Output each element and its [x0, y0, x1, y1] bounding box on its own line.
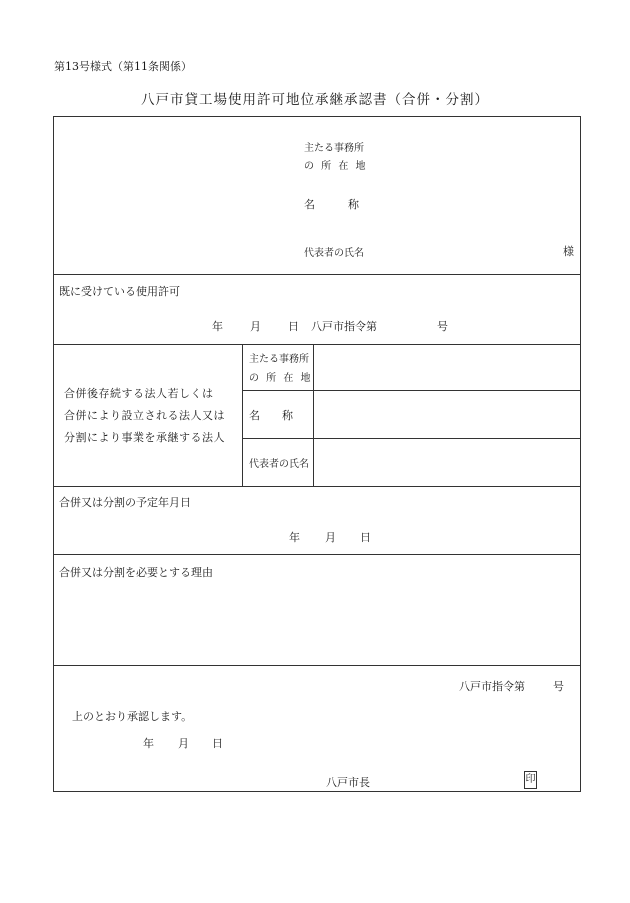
- applicant-representative-label: 代表者の氏名: [304, 248, 364, 259]
- divider-permit: [53, 344, 581, 345]
- applicant-name-label: 名 称: [304, 198, 359, 211]
- successor-address-label-2: の 所 在 地: [249, 373, 313, 384]
- successor-description: [64, 383, 225, 449]
- divider-successor: [53, 486, 581, 487]
- permit-month-label: 月: [250, 320, 261, 333]
- existing-permit-label: 既に受けている使用許可: [59, 285, 180, 298]
- divider-reason: [53, 665, 581, 666]
- divider-successor-labels: [313, 344, 314, 486]
- successor-name-label: 名 称: [249, 409, 293, 422]
- reason-label: 合併又は分割を必要とする理由: [59, 566, 213, 579]
- successor-description-line-2: 合併により設立される法人又は: [64, 409, 225, 422]
- divider-applicant: [53, 274, 581, 275]
- scheduled-day-label: 日: [360, 531, 371, 544]
- permit-day-label: 日: [288, 320, 299, 333]
- mayor-title: 八戸市長: [326, 776, 370, 789]
- scheduled-date-label: 合併又は分割の予定年月日: [59, 496, 191, 509]
- applicant-address-label-2: の 所 在 地: [304, 161, 368, 172]
- successor-description-line-3: 分割により事業を承継する法人: [64, 431, 225, 444]
- approval-directive-suffix: 号: [553, 680, 564, 693]
- honorific: 様: [563, 245, 574, 258]
- scheduled-year-label: 年: [289, 531, 300, 544]
- seal-mark: 印: [524, 771, 537, 789]
- successor-description-line-1: 合併後存続する法人若しくは: [64, 387, 214, 400]
- applicant-address-label: 主たる事務所: [304, 143, 364, 154]
- approval-day-label: 日: [212, 737, 223, 750]
- successor-representative-label: 代表者の氏名: [249, 459, 309, 470]
- divider-successor-name: [242, 438, 581, 439]
- approval-month-label: 月: [178, 737, 189, 750]
- approval-statement: 上のとおり承認します。: [72, 710, 193, 723]
- scheduled-month-label: 月: [325, 531, 336, 544]
- divider-successor-address: [242, 390, 581, 391]
- approval-year-label: 年: [143, 737, 154, 750]
- document-title: 八戸市貸工場使用許可地位承継承認書（合併・分割）: [141, 92, 489, 108]
- divider-date: [53, 554, 581, 555]
- form-number: 第13号様式（第11条関係）: [54, 60, 192, 73]
- divider-successor-desc: [242, 344, 243, 486]
- successor-address-label: 主たる事務所: [249, 354, 309, 365]
- permit-directive-suffix: 号: [437, 320, 448, 333]
- permit-directive-prefix: 八戸市指令第: [311, 320, 377, 333]
- approval-directive-prefix: 八戸市指令第: [459, 680, 525, 693]
- permit-year-label: 年: [212, 320, 223, 333]
